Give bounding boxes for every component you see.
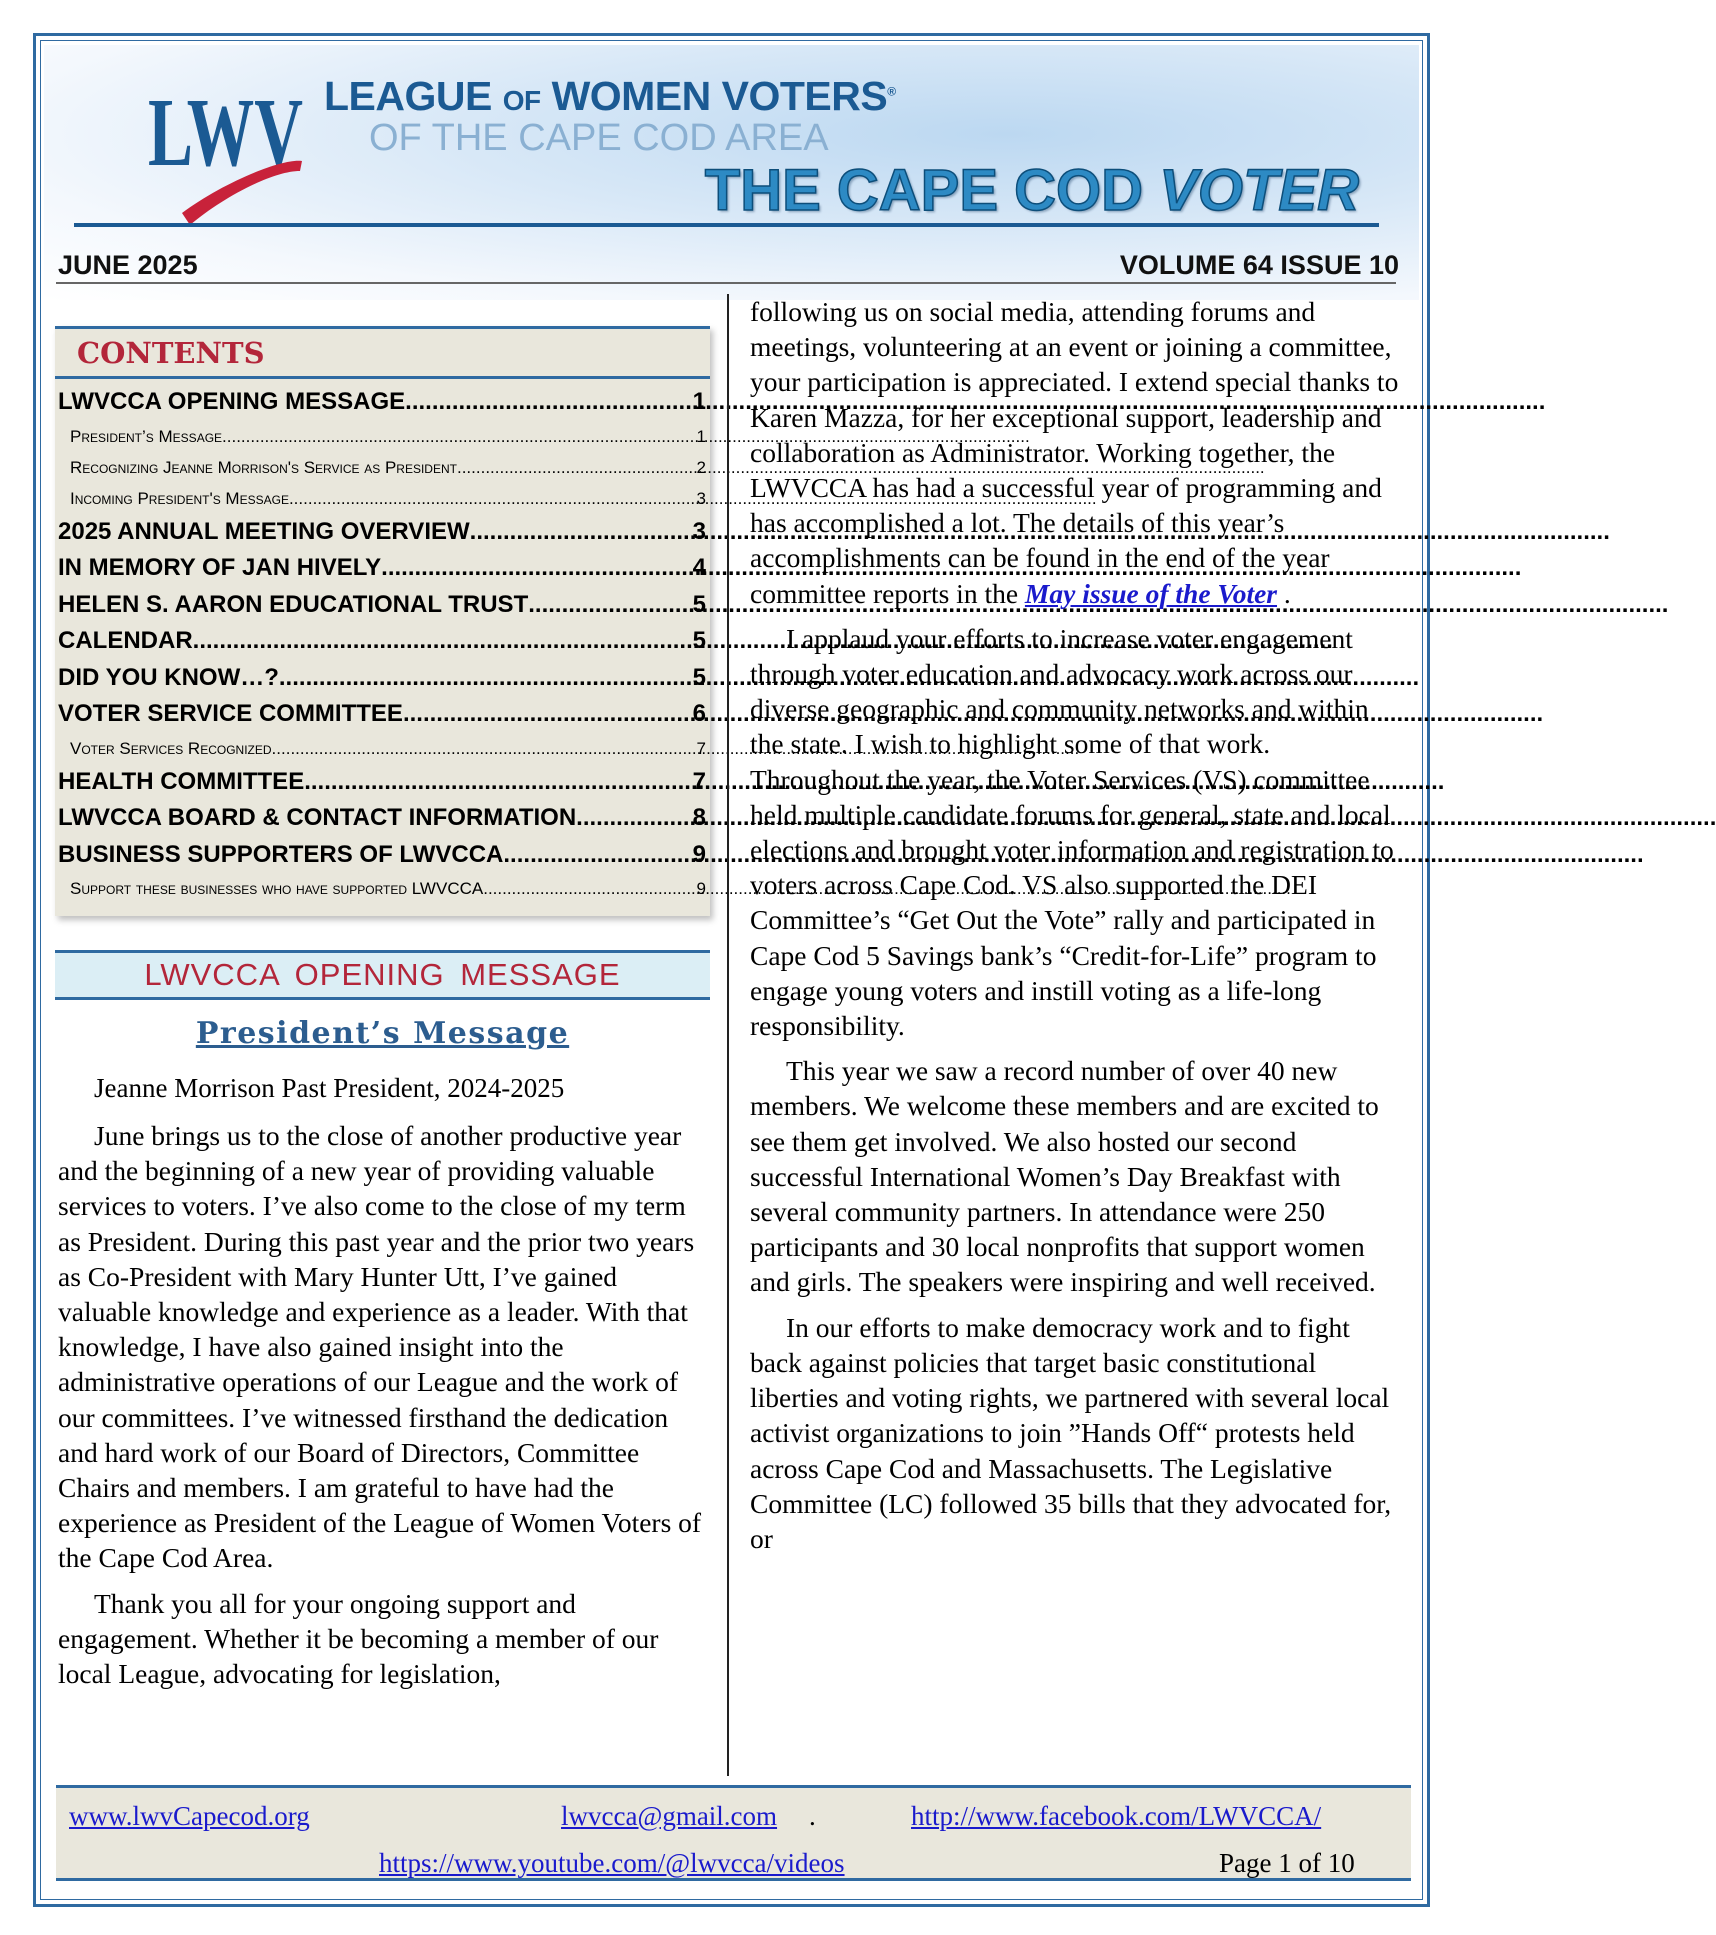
paragraph: following us on social media, attending forums and meetings, volunteering at an event or joining a committee, your participation is appreciated. I extend special thanks to Karen Mazza, for her exceptional support, leadership and collaboration as Administrator. Working together, the LWVCCA has had a successful year of programming and has accomplished a lot. The details of this year’s accomplishments can be found in the end of the year committee reports in the May issue of the Voter .: [750, 296, 1399, 609]
toc-entry-page: 5: [692, 627, 706, 654]
toc-entry-title: LWVCCA BOARD & CONTACT INFORMATION: [58, 804, 577, 831]
toc-entry-page: 3: [692, 517, 706, 545]
toc-entry[interactable]: [58, 764, 706, 801]
contents-heading: CONTENTS: [77, 336, 265, 370]
toc-entry-title: HELEN S. AARON EDUCATIONAL TRUST: [58, 590, 529, 618]
logo-letters: LWV: [148, 79, 303, 187]
toc-entry-title: Incoming President's Message: [70, 488, 289, 508]
toc-entry-title: Voter Services Recognized: [70, 738, 272, 758]
toc-leader-dots: [304, 764, 690, 801]
toc-entry-page: 8: [692, 804, 706, 831]
toc-entry-title: VOTER SERVICE COMMITTEE: [58, 700, 403, 727]
email-link[interactable]: lwvcca@gmail.com: [561, 1801, 778, 1831]
toc-leader-dots: [483, 873, 694, 904]
toc-entry[interactable]: [58, 587, 706, 624]
toc-entry-page: 7: [692, 767, 706, 795]
org-name-line1: LEAGUE OF WOMEN VOTERS®: [324, 73, 896, 119]
toc-entry[interactable]: [58, 696, 706, 733]
toc-entry[interactable]: [58, 873, 706, 904]
toc-leader-dots: [470, 514, 691, 551]
page-number: Page 1 of 10: [1219, 1848, 1355, 1878]
toc-entry[interactable]: [58, 421, 706, 452]
toc-entry[interactable]: [58, 800, 706, 837]
toc-entry-title: CALENDAR: [58, 627, 193, 654]
section-heading: LWVCCA OPENING MESSAGE: [55, 950, 710, 1000]
newsletter-title: THE CAPE COD VOTER: [704, 158, 1359, 223]
toc-list: [58, 384, 706, 904]
toc-entry-page: 7: [696, 738, 706, 758]
lwv-logo: [102, 63, 302, 233]
toc-entry-title: DID YOU KNOW…?: [58, 663, 279, 691]
toc-leader-dots: [576, 800, 690, 837]
toc-entry-title: President’s Message: [70, 426, 223, 446]
toc-entry[interactable]: [58, 550, 706, 587]
article-column-left: [58, 1118, 708, 1701]
toc-leader-dots: [272, 733, 695, 764]
toc-entry[interactable]: [58, 514, 706, 551]
toc-leader-dots: [503, 837, 690, 874]
issue-volume: VOLUME 64 ISSUE 10: [1119, 250, 1399, 280]
toc-entry-title: LWVCCA OPENING MESSAGE: [58, 388, 406, 415]
table-of-contents: [55, 326, 710, 916]
paragraph: In our efforts to make democracy work and to fight back against policies that target basic constitutional liberties and voting rights, we partnered with several local activist organizations to join ”Hands Off“ protests held across Cape Cod and Massachusetts. The Legislative Committee (LC) followed 35 bills that they advocated for, or: [750, 1311, 1392, 1554]
issue-date: JUNE 2025: [58, 250, 198, 280]
website-link[interactable]: www.lwvCapecod.org: [69, 1801, 310, 1831]
toc-leader-dots: [528, 587, 690, 624]
footer: www.lwvCapecod.org lwvcca@gmail.com . http://www.facebook.com/LWVCCA/ https://www.youtube.com/@lwvcca/videos Page 1 of 10: [56, 1785, 1411, 1881]
paragraph: June brings us to the close of another productive year and the beginning of a new year of providing valuable services to voters. I’ve also come to the close of my term as President. During this past year and the prior two years as Co-President with Mary Hunter Utt, I’ve gained valuable knowledge and experience as a leader. With that knowledge, I have also gained insight into the administrative operations of our League and the work of our committees. I’ve witnessed firsthand the dedication and hard work of our Board of Directors, Committee Chairs and members. I am grateful to have had the experience as President of the League of Women Voters of the Cape Cod Area.: [58, 1120, 702, 1574]
article-title: President’s Message: [195, 1016, 570, 1051]
masthead-rule: [74, 223, 1379, 227]
toc-entry-title: BUSINESS SUPPORTERS OF LWVCCA: [58, 840, 504, 868]
toc-entry-page: 6: [692, 700, 706, 727]
toc-leader-dots: [405, 384, 690, 421]
org-name-line2: OF THE CAPE COD AREA: [369, 117, 829, 159]
toc-entry[interactable]: [58, 837, 706, 874]
toc-entry[interactable]: [58, 733, 706, 764]
article-byline: Jeanne Morrison Past President, 2024-2025: [94, 1073, 565, 1103]
toc-entry-page: 3: [696, 488, 706, 508]
toc-leader-dots: [403, 696, 691, 733]
toc-entry[interactable]: [58, 483, 706, 514]
toc-entry-title: Recognizing Jeanne Morrison's Service as President: [70, 457, 457, 477]
toc-entry-page: 2: [696, 457, 706, 477]
toc-leader-dots: [289, 483, 695, 514]
toc-entry-title: HEALTH COMMITTEE: [58, 767, 305, 795]
toc-entry[interactable]: [58, 660, 706, 697]
toc-entry-page: 9: [692, 840, 706, 868]
toc-entry-page: 4: [692, 554, 706, 581]
masthead-rule-thin: [56, 282, 1396, 284]
paragraph: Thank you all for your ongoing support and engagement. Whether it be becoming a member of our local League, advocating for legislation,: [58, 1587, 659, 1690]
toc-entry-title: 2025 ANNUAL MEETING OVERVIEW: [58, 517, 470, 545]
toc-leader-dots: [279, 660, 691, 697]
toc-entry-page: 1: [692, 388, 706, 415]
facebook-link[interactable]: http://www.facebook.com/LWVCCA/: [911, 1801, 1322, 1831]
toc-entry[interactable]: [58, 384, 706, 421]
toc-leader-dots: [222, 421, 695, 452]
may-issue-link[interactable]: May issue of the Voter: [1024, 577, 1278, 609]
toc-entry[interactable]: [58, 623, 706, 660]
toc-entry-page: 5: [692, 663, 706, 691]
toc-leader-dots: [457, 452, 695, 483]
toc-entry-page: 9: [696, 879, 706, 898]
toc-leader-dots: [193, 623, 691, 660]
masthead: [44, 45, 1419, 300]
youtube-link[interactable]: https://www.youtube.com/@lwvcca/videos: [379, 1848, 845, 1878]
paragraph: I applaud your efforts to increase voter engagement through voter education and advocacy work across our diverse geographic and community networks and within the state. I wish to highlight some of that work. Throughout the year, the Voter Services (VS) committee held multiple candidate forums for general, state and local elections and brought voter information and registration to voters across Cape Cod. VS also supported the DEI Committee’s “Get Out the Vote” rally and participated in Cape Cod 5 Savings bank’s “Credit-for-Life” program to engage young voters and instill voting as a life-long responsibility.: [750, 622, 1394, 1042]
toc-entry-title: Support these businesses who have supported LWVCCA: [70, 879, 484, 898]
paragraph: This year we saw a record number of over 40 new members. We welcome these members and are excited to see them get involved. We also hosted our second successful International Women’s Day Breakfast with several community partners. In attendance were 250 participants and 30 local nonprofits that support women and girls. The speakers were inspiring and well received.: [750, 1055, 1379, 1298]
column-divider: [727, 294, 729, 1776]
article-column-right: [750, 294, 1405, 1566]
toc-entry-page: 1: [696, 426, 706, 446]
toc-entry-page: 5: [692, 590, 706, 618]
toc-entry-title: IN MEMORY OF JAN HIVELY: [58, 554, 382, 581]
toc-leader-dots: [381, 550, 690, 587]
toc-entry[interactable]: [58, 452, 706, 483]
